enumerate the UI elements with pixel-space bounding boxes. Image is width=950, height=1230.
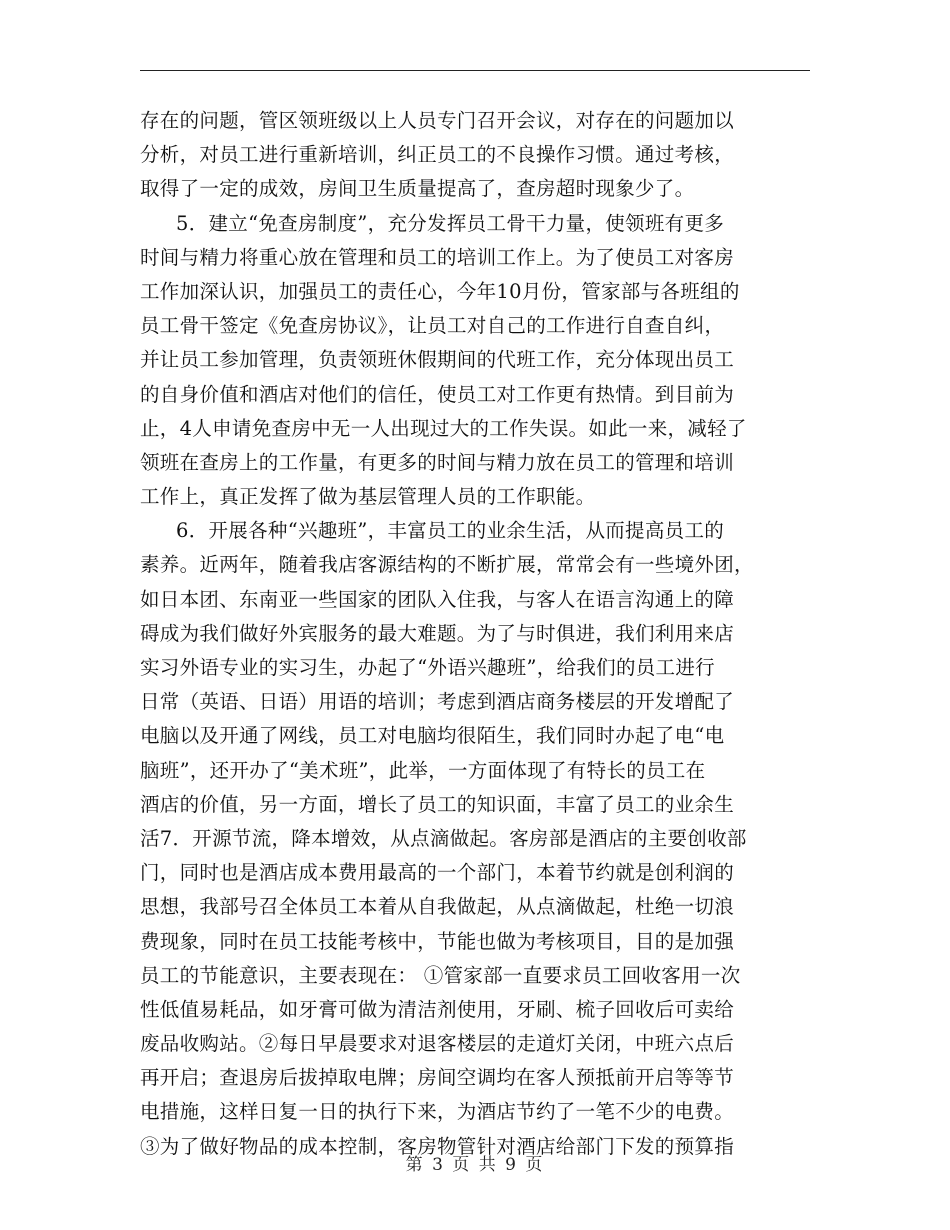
text-line: 电脑以及开通了网线，员工对电脑均很陌生，我们同时办起了电“电: [140, 724, 725, 748]
text-line: 再开启；查退房后拔掉取电牌；房间空调均在客人预抵前开启等等节: [140, 1066, 735, 1090]
text-line: 电措施，这样日复一日的执行下来，为酒店节约了一笔不少的电费。: [140, 1100, 735, 1124]
text-line: 的自身价值和酒店对他们的信任，使员工对工作更有热情。到目前为: [140, 382, 735, 406]
text-line: 5．建立“免查房制度”，充分发挥员工骨干力量，使领班有更多: [176, 211, 725, 235]
text-line: 性低值易耗品，如牙膏可做为清洁剂使用，牙刷、梳子回收后可卖给: [140, 997, 735, 1021]
text-line: 如日本团、东南亚一些国家的团队入住我，与客人在语言沟通上的障: [140, 587, 735, 611]
text-line: 思想，我部号召全体员工本着从自我做起，从点滴做起，杜绝一切浪: [140, 895, 735, 919]
document-body: [140, 104, 810, 1164]
text-line: 实习外语专业的实习生，办起了“外语兴趣班”，给我们的员工进行: [140, 656, 715, 679]
text-line: 止，4人申请免查房中无一人出现过大的工作失误。如此一来，减轻了: [140, 416, 747, 440]
text-line: 碍成为我们做好外宾服务的最大难题。为了与时俱进，我们利用来店: [140, 621, 735, 645]
text-line: 脑班”，还开办了“美术班”，此举，一方面体现了有特长的员工在: [140, 758, 706, 782]
text-line: 素养。近两年，随着我店客源结构的不断扩展，常常会有一些境外团，: [140, 553, 754, 577]
text-line: 并让员工参加管理，负责领班休假期间的代班工作，充分体现出员工: [140, 348, 735, 372]
text-line: 日常（英语、日语）用语的培训；考虑到酒店商务楼层的开发增配了: [140, 690, 735, 714]
text-line: 领班在查房上的工作量，有更多的时间与精力放在员工的管理和培训: [140, 450, 735, 474]
text-line: 存在的问题，管区领班级以上人员专门召开会议，对存在的问题加以: [140, 109, 735, 132]
text-line: 取得了一定的成效，房间卫生质量提高了，查房超时现象少了。: [140, 177, 695, 201]
text-line: 废品收购站。②每日早晨要求对退客楼层的走道灯关闭，中班六点后: [140, 1032, 735, 1056]
page-number-footer: 第 3 页 共 9 页: [405, 1155, 545, 1175]
text-line: 费现象，同时在员工技能考核中，节能也做为考核项目，目的是加强: [140, 929, 735, 953]
text-line: 门，同时也是酒店成本费用最高的一个部门，本着节约就是创利润的: [140, 861, 735, 885]
text-line: 员工骨干签定《免查房协议》，让员工对自己的工作进行自查自纠，: [140, 314, 725, 338]
text-line: 工作上，真正发挥了做为基层管理人员的工作职能。: [140, 485, 596, 509]
header-divider: [140, 70, 810, 71]
text-line: 工作加深认识，加强员工的责任心，今年10月份，管家部与各班组的: [140, 279, 740, 303]
text-line: 活7．开源节流，降本增效，从点滴做起。客房部是酒店的主要创收部: [140, 826, 747, 850]
text-line: 酒店的价值，另一方面，增长了员工的知识面，丰富了员工的业余生: [140, 792, 735, 816]
text-line: ③为了做好物品的成本控制，客房物管针对酒店给部门下发的预算指: [140, 1134, 735, 1158]
text-line: 6．开展各种“兴趣班”，丰富员工的业余生活，从而提高员工的: [176, 519, 725, 543]
text-line: 员工的节能意识，主要表现在： ①管家部一直要求员工回收客用一次: [140, 963, 741, 987]
text-line: 时间与精力将重心放在管理和员工的培训工作上。为了使员工对客房: [140, 245, 735, 269]
text-line: 分析，对员工进行重新培训，纠正员工的不良操作习惯。通过考核，: [140, 143, 735, 167]
